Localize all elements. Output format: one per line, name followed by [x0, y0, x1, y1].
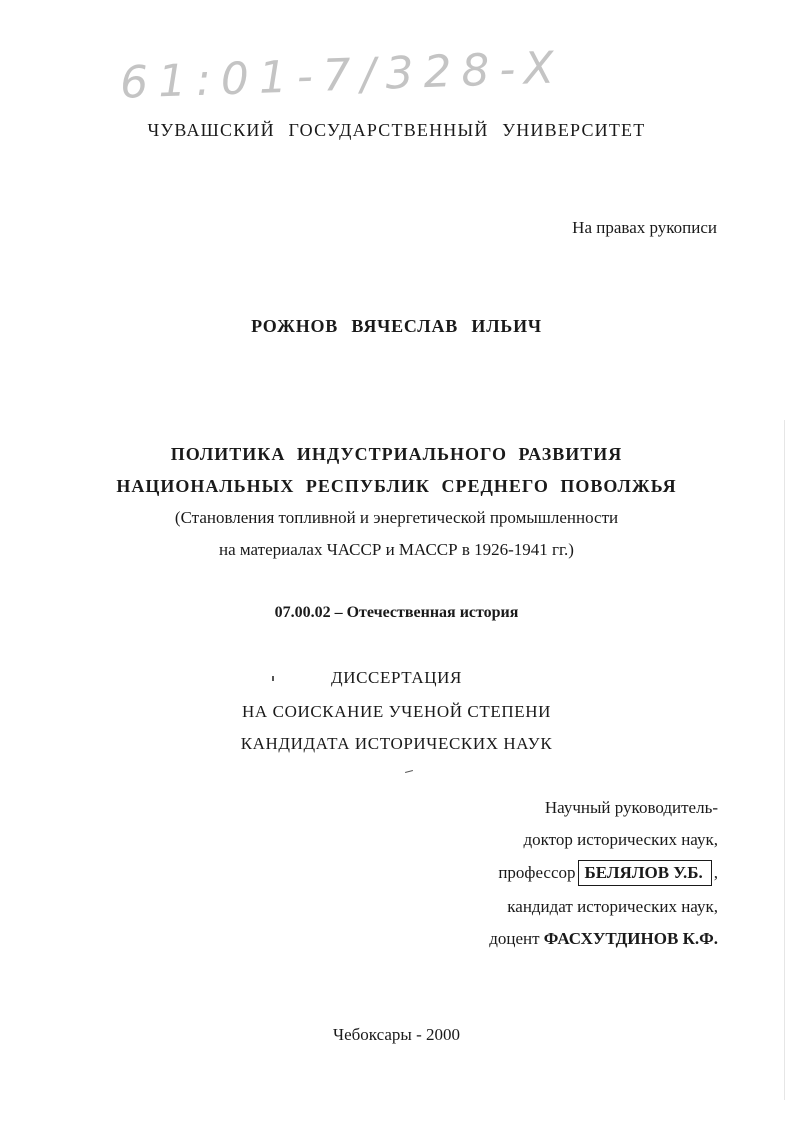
advisor-2-degree: кандидат исторических наук, [507, 897, 718, 916]
dissertation-label: ДИССЕРТАЦИЯ [331, 668, 462, 687]
thesis-title-line-1: ПОЛИТИКА ИНДУСТРИАЛЬНОГО РАЗВИТИЯ [170, 444, 623, 464]
university-name: ЧУВАШСКИЙ ГОСУДАРСТВЕННЫЙ УНИВЕРСИТЕТ [147, 120, 646, 140]
advisor-1 [498, 860, 718, 886]
scan-speck [272, 676, 274, 681]
advisor-1-degree: доктор исторических наук, [523, 830, 718, 849]
degree-line-2: КАНДИДАТА ИСТОРИЧЕСКИХ НАУК [240, 734, 553, 753]
scan-edge-line [784, 420, 785, 1100]
advisor-2-name: ФАСХУТДИНОВ К.Ф. [543, 929, 718, 948]
scan-speck [405, 770, 413, 773]
author-name: РОЖНОВ ВЯЧЕСЛАВ ИЛЬИЧ [251, 316, 542, 336]
advisor-2-title: доцент [489, 929, 540, 948]
advisor-1-comma: , [713, 863, 718, 882]
specialty-code: 07.00.02 – Отечественная история [274, 604, 519, 621]
advisor-role: Научный руководитель- [544, 798, 718, 817]
advisor-1-title: профессор [498, 863, 576, 882]
manuscript-rights-note: На правах рукописи [572, 218, 717, 237]
advisor-2 [489, 929, 718, 949]
city-year: Чебоксары - 2000 [333, 1025, 460, 1044]
degree-line-1: НА СОИСКАНИЕ УЧЕНОЙ СТЕПЕНИ [242, 702, 551, 721]
thesis-subtitle-line-1: (Становления топливной и энергетической промышленности [174, 508, 619, 527]
thesis-title-line-2: НАЦИОНАЛЬНЫХ РЕСПУБЛИК СРЕДНЕГО ПОВОЛЖЬЯ [116, 476, 677, 496]
advisor-1-name-box: БЕЛЯЛОВ У.Б. [578, 860, 712, 886]
archive-number-stamp: 61:01-7/328-X [119, 42, 565, 109]
thesis-subtitle-line-2: на материалах ЧАССР и МАССР в 1926-1941 гг.) [219, 540, 574, 559]
